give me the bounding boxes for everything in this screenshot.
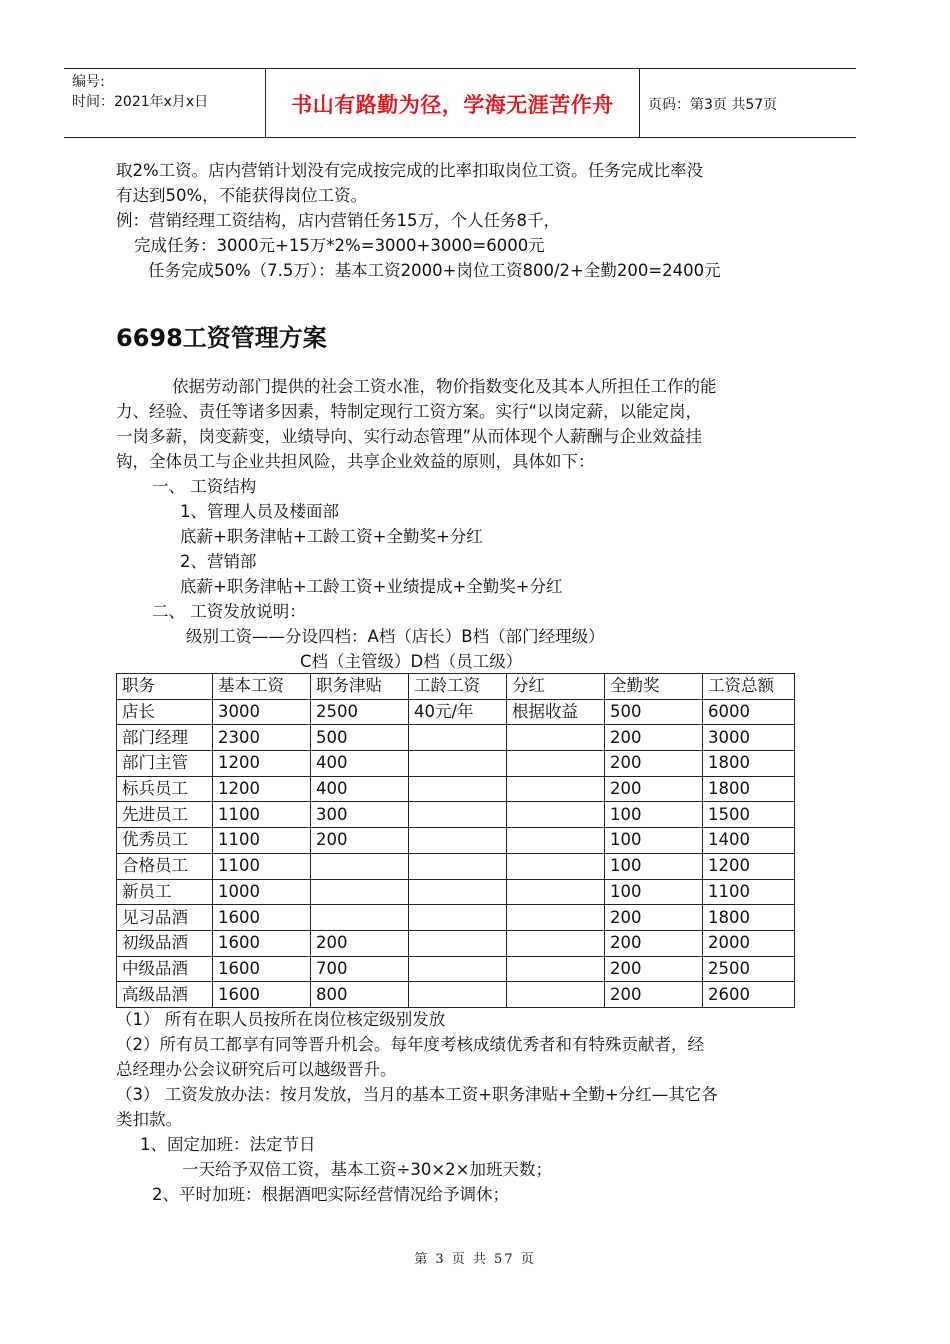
table-cell: 100 — [605, 802, 703, 828]
table-cell: 500 — [311, 725, 409, 751]
column-header: 基本工资 — [213, 674, 311, 700]
table-cell — [311, 853, 409, 879]
table-cell: 1600 — [213, 930, 311, 956]
table-row — [117, 905, 795, 931]
table-cell: 合格员工 — [117, 853, 213, 879]
table-cell: 200 — [605, 982, 703, 1008]
salary-formula: 底薪+职务津帖+工龄工资+全勤奖+分红 — [180, 527, 483, 546]
table-cell: 1200 — [213, 751, 311, 777]
body-paragraph-line: 力、经验、责任等诸多因素，特制定现行工资方案。实行“以岗定薪，以能定岗， — [116, 402, 703, 421]
page-header — [64, 68, 856, 138]
body-paragraph-line: 一岗多薪，岗变薪变，业绩导向、实行动态管理”从而体现个人薪酬与企业效益挂 — [116, 427, 703, 446]
table-cell — [507, 879, 605, 905]
intro-line: 例：营销经理工资结构，店内营销任务15万，个人任务8千， — [116, 211, 560, 230]
table-cell: 40元/年 — [409, 699, 507, 725]
table-row — [117, 930, 795, 956]
table-row — [117, 828, 795, 854]
table-cell: 1600 — [213, 905, 311, 931]
column-header: 工资总额 — [703, 674, 795, 700]
note-line: （3） 工资发放办法：按月发放，当月的基本工资+职务津贴+全勤+分红—其它各 — [116, 1085, 718, 1104]
table-cell: 新员工 — [117, 879, 213, 905]
table-cell: 200 — [311, 930, 409, 956]
table-cell — [409, 905, 507, 931]
table-cell: 100 — [605, 828, 703, 854]
table-cell: 1800 — [703, 905, 795, 931]
table-cell — [409, 828, 507, 854]
table-cell: 1100 — [703, 879, 795, 905]
table-cell: 1600 — [213, 956, 311, 982]
table-cell: 1800 — [703, 776, 795, 802]
table-cell — [507, 725, 605, 751]
table-cell: 优秀员工 — [117, 828, 213, 854]
table-cell: 1800 — [703, 751, 795, 777]
table-cell: 1400 — [703, 828, 795, 854]
table-cell — [409, 802, 507, 828]
table-cell: 1200 — [703, 853, 795, 879]
table-cell: 200 — [605, 751, 703, 777]
header-motto: 书山有路勤为径，学海无涯苦作舟 — [291, 93, 614, 117]
column-header: 职务津贴 — [311, 674, 409, 700]
table-cell — [409, 879, 507, 905]
table-cell: 部门主管 — [117, 751, 213, 777]
table-cell — [507, 905, 605, 931]
table-cell: 200 — [311, 828, 409, 854]
table-cell: 1100 — [213, 828, 311, 854]
table-cell: 3000 — [213, 699, 311, 725]
table-row — [117, 699, 795, 725]
table-cell: 200 — [605, 725, 703, 751]
table-cell: 100 — [605, 853, 703, 879]
table-row — [117, 751, 795, 777]
note-line: 类扣款。 — [116, 1110, 182, 1129]
table-cell: 200 — [605, 956, 703, 982]
table-cell: 2500 — [311, 699, 409, 725]
table-cell — [507, 751, 605, 777]
table-cell: 400 — [311, 751, 409, 777]
table-cell — [409, 751, 507, 777]
table-cell: 高级品酒 — [117, 982, 213, 1008]
header-divider — [639, 69, 640, 137]
section-title: 6698工资管理方案 — [116, 324, 327, 352]
table-cell: 700 — [311, 956, 409, 982]
table-cell — [507, 828, 605, 854]
table-cell — [507, 776, 605, 802]
table-cell — [311, 905, 409, 931]
table-cell: 500 — [605, 699, 703, 725]
note-line: （1） 所有在职人员按所在岗位核定级别发放 — [116, 1010, 446, 1029]
table-row — [117, 982, 795, 1008]
grade-line: 级别工资——分设四档：A档（店长）B档（部门经理级） — [186, 627, 605, 646]
subsection-heading: 2、营销部 — [180, 552, 257, 571]
table-cell — [409, 956, 507, 982]
table-cell: 1000 — [213, 879, 311, 905]
table-cell — [507, 930, 605, 956]
table-cell: 1500 — [703, 802, 795, 828]
table-cell — [507, 802, 605, 828]
column-header: 全勤奖 — [605, 674, 703, 700]
table-cell: 先进员工 — [117, 802, 213, 828]
table-cell: 1100 — [213, 802, 311, 828]
serial-label: 编号: — [72, 74, 105, 90]
subsection-heading: 1、管理人员及楼面部 — [180, 502, 339, 521]
intro-line: 取2%工资。店内营销计划没有完成按完成的比率扣取岗位工资。任务完成比率没 — [116, 161, 704, 180]
table-cell: 100 — [605, 879, 703, 905]
table-cell — [409, 982, 507, 1008]
body-paragraph-line: 钩，全体员工与企业共担风险，共享企业效益的原则，具体如下： — [116, 452, 595, 471]
column-header: 职务 — [117, 674, 213, 700]
intro-line: 有达到50%，不能获得岗位工资。 — [116, 186, 368, 205]
table-cell: 800 — [311, 982, 409, 1008]
table-cell: 6000 — [703, 699, 795, 725]
table-cell: 200 — [605, 930, 703, 956]
table-cell: 部门经理 — [117, 725, 213, 751]
body-paragraph-line: 依据劳动部门提供的社会工资水准，物价指数变化及其本人所担任工作的能 — [172, 377, 717, 396]
table-row — [117, 853, 795, 879]
overtime-item: 2、平时加班：根据酒吧实际经营情况给予调休； — [152, 1185, 509, 1204]
table-cell — [409, 725, 507, 751]
salary-table — [116, 673, 795, 1008]
section-heading: 一、 工资结构 — [152, 477, 257, 496]
page-footer: 第 3 页 共 57 页 — [414, 1252, 536, 1267]
table-cell: 店长 — [117, 699, 213, 725]
intro-line: 完成任务：3000元+15万*2%=3000+3000=6000元 — [134, 236, 545, 255]
table-cell: 2000 — [703, 930, 795, 956]
table-cell: 200 — [605, 905, 703, 931]
header-meta — [72, 72, 208, 112]
table-cell: 1200 — [213, 776, 311, 802]
note-line: 总经理办公会议研究后可以越级晋升。 — [116, 1060, 397, 1079]
overtime-item: 1、固定加班：法定节日 — [140, 1135, 316, 1154]
table-cell: 1600 — [213, 982, 311, 1008]
table-cell — [507, 982, 605, 1008]
salary-formula: 底薪+职务津帖+工龄工资+业绩提成+全勤奖+分红 — [180, 577, 563, 596]
table-cell: 300 — [311, 802, 409, 828]
table-cell: 根据收益 — [507, 699, 605, 725]
time-label: 时间：2021年x月x日 — [72, 94, 209, 110]
table-cell: 2300 — [213, 725, 311, 751]
table-cell — [311, 879, 409, 905]
table-cell — [409, 853, 507, 879]
table-row — [117, 802, 795, 828]
table-cell: 2600 — [703, 982, 795, 1008]
table-header-row — [117, 674, 795, 700]
table-cell — [409, 930, 507, 956]
table-cell: 中级品酒 — [117, 956, 213, 982]
table-row — [117, 776, 795, 802]
table-cell: 400 — [311, 776, 409, 802]
overtime-detail: 一天给予双倍工资，基本工资÷30×2×加班天数； — [182, 1160, 552, 1179]
table-cell: 2500 — [703, 956, 795, 982]
table-cell — [409, 776, 507, 802]
table-cell: 200 — [605, 776, 703, 802]
table-cell: 3000 — [703, 725, 795, 751]
intro-line: 任务完成50%（7.5万）：基本工资2000+岗位工资800/2+全勤200=2400元 — [148, 261, 721, 280]
table-cell: 见习品酒 — [117, 905, 213, 931]
table-cell — [507, 956, 605, 982]
note-line: （2）所有员工都享有同等晋升机会。每年度考核成绩优秀者和有特殊贡献者，经 — [116, 1035, 704, 1054]
column-header: 工龄工资 — [409, 674, 507, 700]
table-cell: 初级品酒 — [117, 930, 213, 956]
section-heading: 二、 工资发放说明： — [152, 602, 306, 621]
table-row — [117, 725, 795, 751]
header-page-number: 页码：第3页 共57页 — [648, 97, 778, 113]
column-header: 分红 — [507, 674, 605, 700]
table-cell: 1100 — [213, 853, 311, 879]
table-row — [117, 879, 795, 905]
table-cell: 标兵员工 — [117, 776, 213, 802]
grade-line: C档（主管级）D档（员工级） — [300, 652, 523, 671]
table-row — [117, 956, 795, 982]
table-cell — [507, 853, 605, 879]
